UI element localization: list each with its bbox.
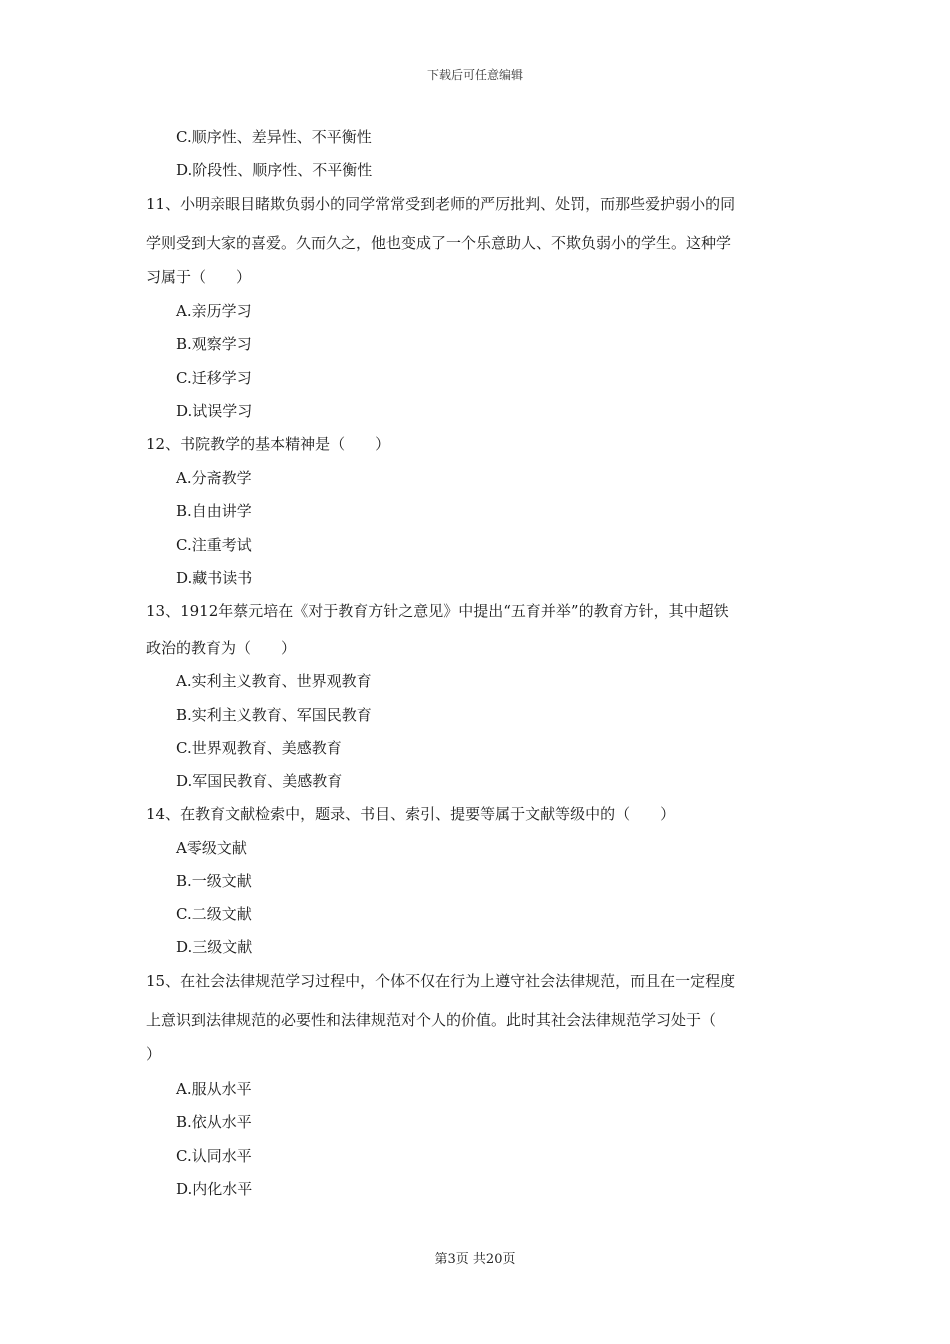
- option-line: C.顺序性、差异性、不平衡性: [176, 128, 372, 146]
- option-line: A.亲历学习: [176, 302, 252, 320]
- option-line: C.认同水平: [176, 1147, 252, 1165]
- question-line: 上意识到法律规范的必要性和法律规范对个人的价值。此时其社会法律规范学习处于（: [146, 1011, 717, 1029]
- option-line: B.观察学习: [176, 335, 252, 353]
- option-line: D.试误学习: [176, 402, 253, 420]
- option-line: D.阶段性、顺序性、不平衡性: [176, 161, 373, 179]
- question-line: ）: [146, 1045, 162, 1063]
- option-line: C.注重考试: [176, 536, 252, 554]
- page-number: 第3页 共20页: [434, 1252, 516, 1267]
- page-header-note: 下载后可任意编辑: [426, 68, 523, 82]
- option-line: C.迁移学习: [176, 369, 252, 387]
- option-line: B.一级文献: [176, 872, 252, 890]
- option-line: D.藏书读书: [176, 569, 253, 587]
- option-line: A.服从水平: [176, 1080, 252, 1098]
- option-line: B.自由讲学: [176, 502, 252, 520]
- option-line: B.依从水平: [176, 1113, 252, 1131]
- question-line: 政治的教育为（ ）: [146, 639, 297, 657]
- option-line: D.军国民教育、美感教育: [176, 772, 343, 790]
- option-line: A零级文献: [176, 839, 247, 857]
- option-line: D.内化水平: [176, 1180, 253, 1198]
- question-line: 习属于（ ）: [146, 268, 252, 286]
- option-line: A.实利主义教育、世界观教育: [176, 672, 372, 690]
- option-line: B.实利主义教育、军国民教育: [176, 706, 372, 724]
- question-line: 15、在社会法律规范学习过程中，个体不仅在行为上遵守社会法律规范，而且在一定程度: [146, 972, 736, 990]
- option-line: C.世界观教育、美感教育: [176, 739, 342, 757]
- question-line: 14、在教育文献检索中，题录、书目、索引、提要等属于文献等级中的（ ）: [146, 805, 676, 823]
- option-line: C.二级文献: [176, 905, 252, 923]
- question-line: 学则受到大家的喜爱。久而久之，他也变成了一个乐意助人、不欺负弱小的学生。这种学: [146, 234, 732, 252]
- option-line: D.三级文献: [176, 938, 253, 956]
- question-line: 13、1912年蔡元培在《对于教育方针之意见》中提出“五育并举”的教育方针，其中超铁: [146, 602, 729, 620]
- question-line: 11、小明亲眼目睹欺负弱小的同学常常受到老师的严厉批判、处罚，而那些爱护弱小的同: [146, 195, 736, 213]
- option-line: A.分斋教学: [176, 469, 252, 487]
- question-line: 12、书院教学的基本精神是（ ）: [146, 435, 391, 453]
